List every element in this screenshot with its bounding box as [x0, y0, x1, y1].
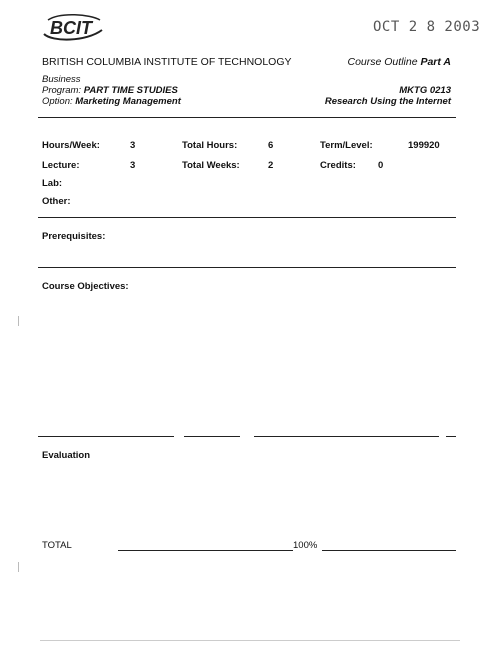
school-name: Business: [42, 74, 81, 85]
program-label: Program:: [42, 85, 84, 96]
bcit-logo: [38, 12, 108, 42]
hours-week-value: 3: [130, 140, 136, 151]
prerequisites-heading: Prerequisites:: [42, 231, 106, 242]
outline-prefix: Course Outline: [347, 56, 421, 68]
objectives-divider-left: [38, 436, 174, 437]
course-title: Research Using the Internet: [324, 96, 451, 107]
outline-part: Part A: [420, 56, 451, 68]
lecture-label: Lecture:: [42, 160, 80, 171]
evaluation-total-line-left: [118, 550, 293, 551]
total-weeks-value: 2: [268, 160, 274, 171]
course-objectives-heading: Course Objectives:: [42, 281, 129, 292]
scan-edge: [40, 640, 460, 641]
objectives-divider-end: [446, 436, 456, 437]
details-divider: [38, 217, 456, 218]
option-value: Marketing Management: [75, 96, 181, 107]
credits-value: 0: [378, 160, 384, 171]
logo-text: BCIT: [50, 18, 92, 38]
total-hours-value: 6: [268, 140, 274, 151]
total-hours-label: Total Hours:: [182, 140, 238, 151]
term-level-value: 199920: [408, 140, 440, 151]
scan-mark: [18, 316, 22, 326]
program-line: [42, 85, 178, 96]
prerequisites-divider: [38, 267, 456, 268]
header-divider: [38, 117, 456, 118]
institute-name: BRITISH COLUMBIA INSTITUTE OF TECHNOLOGY: [42, 56, 292, 68]
evaluation-total-line-right: [322, 550, 456, 551]
lecture-value: 3: [130, 160, 136, 171]
scan-mark: [18, 562, 22, 572]
objectives-divider-right: [254, 436, 439, 437]
date-stamp: OCT 2 8 2003: [373, 19, 481, 35]
evaluation-total-label: TOTAL: [42, 540, 72, 551]
hours-week-label: Hours/Week:: [42, 140, 100, 151]
option-line: [42, 96, 181, 107]
evaluation-total-percent: 100%: [293, 540, 318, 551]
bcit-logo-mark: [38, 12, 108, 42]
outline-title: [348, 56, 452, 68]
option-label: Option:: [42, 96, 76, 107]
other-label: Other:: [42, 196, 71, 207]
program-value: PART TIME STUDIES: [83, 85, 178, 96]
evaluation-heading: Evaluation: [42, 450, 91, 461]
total-weeks-label: Total Weeks:: [182, 160, 240, 171]
course-code: MKTG 0213: [399, 85, 451, 96]
credits-label: Credits:: [320, 160, 356, 171]
lab-label: Lab:: [42, 178, 63, 189]
objectives-divider-mid: [184, 436, 240, 437]
term-level-label: Term/Level:: [320, 140, 373, 151]
